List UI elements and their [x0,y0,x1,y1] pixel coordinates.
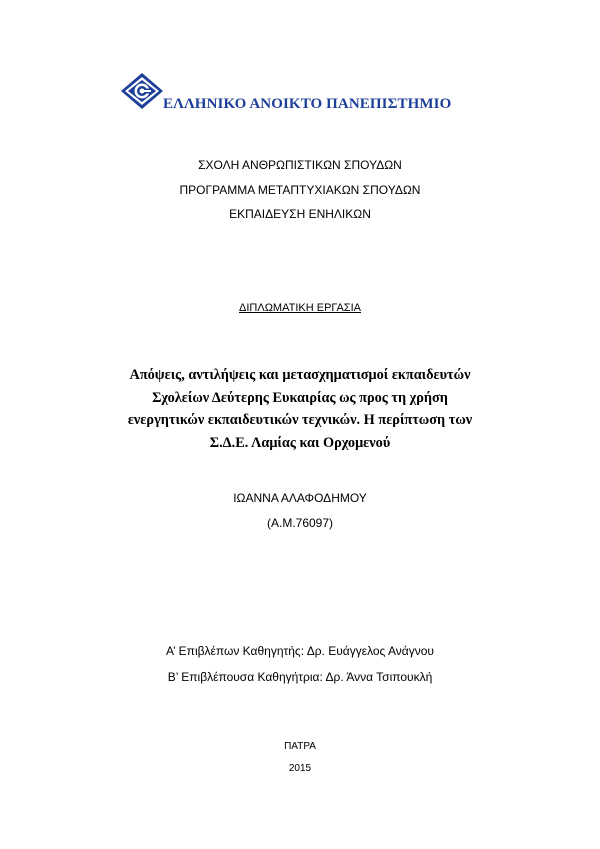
thesis-type-heading: ΔΙΠΛΩΜΑΤΙΚΗ ΕΡΓΑΣΙΑ [239,302,361,314]
second-supervisor: Β’ Επιβλέπουσα Καθηγήτρια: Δρ. Άννα Τσιπουκλή [167,670,433,684]
thesis-title-line: Απόψεις, αντιλήψεις και μετασχηματισμοί εκπαιδευτών [129,367,471,383]
registration-number: (Α.Μ.76097) [266,516,334,530]
year-label: 2015 [288,763,312,774]
thesis-title [0,364,600,454]
thesis-title-line: Σχολείων Δεύτερης Ευκαιρίας ως προς τη χρήση [152,389,448,406]
university-name: ΕΛΛΗΝΙΚΟ ΑΝΟΙΚΤΟ ΠΑΝΕΠΙΣΤΗΜΙΟ [163,96,452,112]
school-name: ΣΧΟΛΗ ΑΝΘΡΩΠΙΣΤΙΚΩΝ ΣΠΟΥΔΩΝ [198,158,402,172]
first-supervisor: Α’ Επιβλέπων Καθηγητής: Δρ. Ευάγγελος Ανάγνου [166,644,434,658]
specialisation-name: ΕΚΠΑΙΔΕΥΣΗ ΕΝΗΛΙΚΩΝ [229,207,371,221]
author-name: ΙΩΑΝΝΑ ΑΛΑΦΟΔΗΜΟΥ [233,491,367,505]
thesis-title-line: Σ.Δ.Ε. Λαμίας και Ορχομενού [209,434,391,451]
university-seal-icon [120,72,164,110]
programme-name: ΠΡΟΓΡΑΜΜΑ ΜΕΤΑΠΤΥΧΙΑΚΩΝ ΣΠΟΥΔΩΝ [179,183,421,197]
city-label: ΠΑΤΡΑ [284,741,316,752]
thesis-title-line: ενεργητικών εκπαιδευτικών τεχνικών. Η περίπτωση των [127,412,473,428]
